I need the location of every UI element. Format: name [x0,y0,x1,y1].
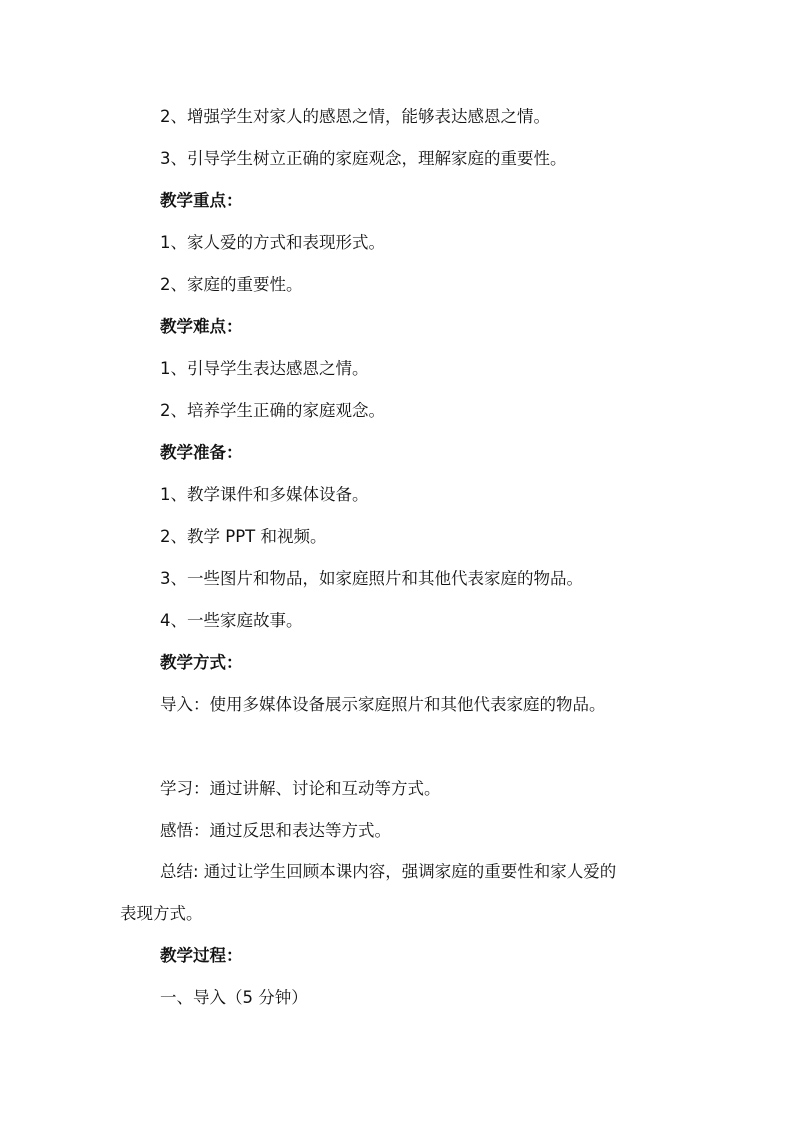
preparation-4: 4、一些家庭故事。 [160,611,303,630]
key-point-2: 2、家庭的重要性。 [160,275,303,294]
preparation-1: 1、教学课件和多媒体设备。 [160,485,369,504]
difficulty-2: 2、培养学生正确的家庭观念。 [160,401,385,420]
preparation-3: 3、一些图片和物品，如家庭照片和其他代表家庭的物品。 [160,569,583,588]
heading-key-points: 教学重点： [160,191,243,210]
difficulty-1: 1、引导学生表达感恩之情。 [160,359,369,378]
heading-difficulties: 教学难点： [160,317,243,336]
method-learning: 学习：通过讲解、讨论和互动等方式。 [160,779,441,798]
heading-methods: 教学方式： [160,653,243,672]
heading-process: 教学过程： [160,946,243,965]
method-reflection: 感悟：通过反思和表达等方式。 [160,821,391,840]
objective-3: 3、引导学生树立正确的家庭观念，理解家庭的重要性。 [160,149,567,168]
method-summary-continued: 表现方式。 [120,904,203,923]
method-intro: 导入：使用多媒体设备展示家庭照片和其他代表家庭的物品。 [160,695,606,714]
key-point-1: 1、家人爱的方式和表现形式。 [160,233,385,252]
heading-preparation: 教学准备： [160,443,243,462]
preparation-2: 2、教学 PPT 和视频。 [160,527,327,546]
method-summary: 总结: 通过让学生回顾本课内容，强调家庭的重要性和家人爱的 [160,862,617,881]
process-step-1: 一、导入（5 分钟） [160,988,308,1007]
objective-2: 2、增强学生对家人的感恩之情，能够表达感恩之情。 [160,107,550,126]
